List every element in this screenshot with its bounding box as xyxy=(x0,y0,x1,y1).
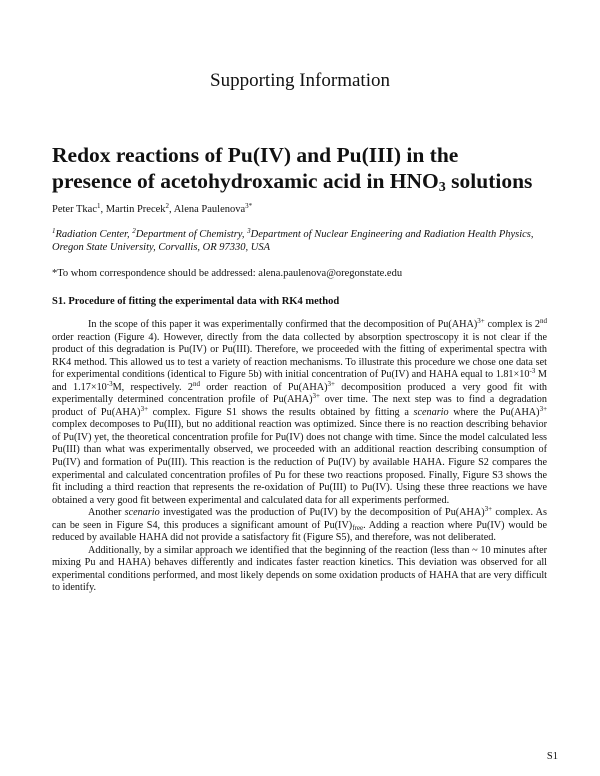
affil-text: Department of Chemistry, xyxy=(135,229,248,240)
text: complex is 2 xyxy=(484,319,540,330)
sup: nd xyxy=(192,379,200,388)
text: investigated was the production of Pu(IV) by the decomposition of Pu(AHA) xyxy=(159,507,485,519)
affil-mark: 2 xyxy=(132,227,136,235)
affil-text: Department of Nuclear Engineering and Radiation Health Physics, Oregon State University, Corvallis, OR 97330, USA xyxy=(52,229,534,253)
sup: 3+ xyxy=(140,404,149,413)
text: complex decomposes to Pu(III), but no additional reaction was optimized. Since there is no reaction describing behavior of Pu(IV) yet, the theoretical concentration profile for Pu(IV) does not change with time. Since the model calculated less Pu(III) than what was experimentally observed, we proceeded with an additional reaction describing consumption of Pu(IV) and formation of Pu(III). This reaction is the reduction of Pu(IV) by available HAHA. Figure S2 compares the experimental and calculated concentration profiles of Pu for these two reactions proposed. Finally, Figure S3 shows the fit including a third reaction that represents the re-oxidation of Pu(III) to Pu(IV). Using these three reactions we have obtained a very good fit between experimental and calculated data for all experiments performed. xyxy=(52,419,547,506)
paper-title xyxy=(52,142,562,194)
page-number: S1 xyxy=(546,751,558,762)
body-text xyxy=(52,319,547,595)
title-line-2-end: solutions xyxy=(445,169,533,193)
paragraph-1 xyxy=(52,319,547,507)
text: complex. Figure S1 shows the results obtained by fitting a xyxy=(148,406,414,418)
author-affil-mark: 3* xyxy=(245,202,253,210)
affiliations xyxy=(52,228,552,254)
sup: 3+ xyxy=(327,379,335,388)
sup: -3 xyxy=(529,367,536,376)
sup: 3+ xyxy=(539,404,548,413)
title-line-1: Redox reactions of Pu(IV) and Pu(III) in the xyxy=(52,143,459,167)
supporting-information-heading: Supporting Information xyxy=(210,70,390,91)
paragraph-3 xyxy=(52,545,547,595)
sup: nd xyxy=(540,317,547,325)
author-list: Peter Tkac$^1$, Martin Precek$^2$, Alena Paulenova$^{3*}$ xyxy=(52,202,253,215)
author-name: Martin Precek xyxy=(105,204,166,215)
text: order reaction (Figure 4). However, directly from the data collected by absorption spectroscopy it is not clear if the product of this degradation is Pu(IV) or Pu(III). Therefore, we proceeded with the fitting of experimental spectra with RK4 method. This allowed us to test a variety of reaction mechanisms. To illustrate this procedure we chose one data set for experimental conditions (identical to Figure 5b) with initial concentration of Pu(IV) and HAHA equal to 1.81×10 xyxy=(52,331,547,381)
author-affil-mark: 1 xyxy=(97,202,101,210)
text: complex. As can be seen in Figure S4, this produces a significant amount of Pu(IV) xyxy=(52,507,547,531)
sup: 3+ xyxy=(312,392,320,401)
author-name: Alena Paulenova xyxy=(173,204,246,215)
paragraph-2 xyxy=(52,507,547,545)
text: where the Pu(AHA) xyxy=(448,406,540,418)
text: order reaction of Pu(AHA) xyxy=(199,381,328,393)
title-subscript: 3 xyxy=(438,180,446,195)
title-line-2: presence of acetohydroxamic acid in HNO xyxy=(52,169,439,193)
author-name: Peter Tkac xyxy=(52,204,97,215)
text: Another xyxy=(88,507,125,519)
correspondence-note: *To whom correspondence should be addressed: alena.paulenova@oregonstate.edu xyxy=(52,268,403,279)
section-heading: S1. Procedure of fitting the experimental data with RK4 method xyxy=(52,296,340,307)
affil-mark: 3 xyxy=(247,227,251,235)
text: M, respectively. 2 xyxy=(112,381,193,393)
emphasis: scenario xyxy=(413,406,449,418)
sup: 3+ xyxy=(477,317,485,325)
affil-mark: 1 xyxy=(52,227,56,235)
text: . Adding a reaction where Pu(IV) would be reduced by available HAHA did not provide a satisfactory fit (Figure S5), and therefore, was not deliberated. xyxy=(52,519,547,544)
text: Additionally, by a similar approach we identified that the beginning of the reaction (less than ~ 10 minutes after mixing Pu and HAHA) behaves differently and indicates faster reaction kinetics. This deviation was observed for all experimental conditions performed, and most likely depends on some oxidation products of HAHA that are very difficult to identify. xyxy=(52,544,547,594)
text: decomposition produced a very good fit with experimentally determined concentration profile of Pu(AHA) xyxy=(52,381,547,406)
emphasis: scenario xyxy=(124,507,160,519)
sup: 3+ xyxy=(484,505,493,514)
affil-text: Radiation Center, xyxy=(55,229,133,240)
sup: -3 xyxy=(106,379,113,388)
text: M and 1.17×10 xyxy=(52,369,547,393)
text: over time. The next step was to find a degradation product of Pu(AHA) xyxy=(52,394,547,418)
sub: free xyxy=(352,523,364,532)
author-affil-mark: 2 xyxy=(165,202,170,210)
text: In the scope of this paper it was experimentally confirmed that the decomposition of Pu(AHA) xyxy=(88,319,478,330)
